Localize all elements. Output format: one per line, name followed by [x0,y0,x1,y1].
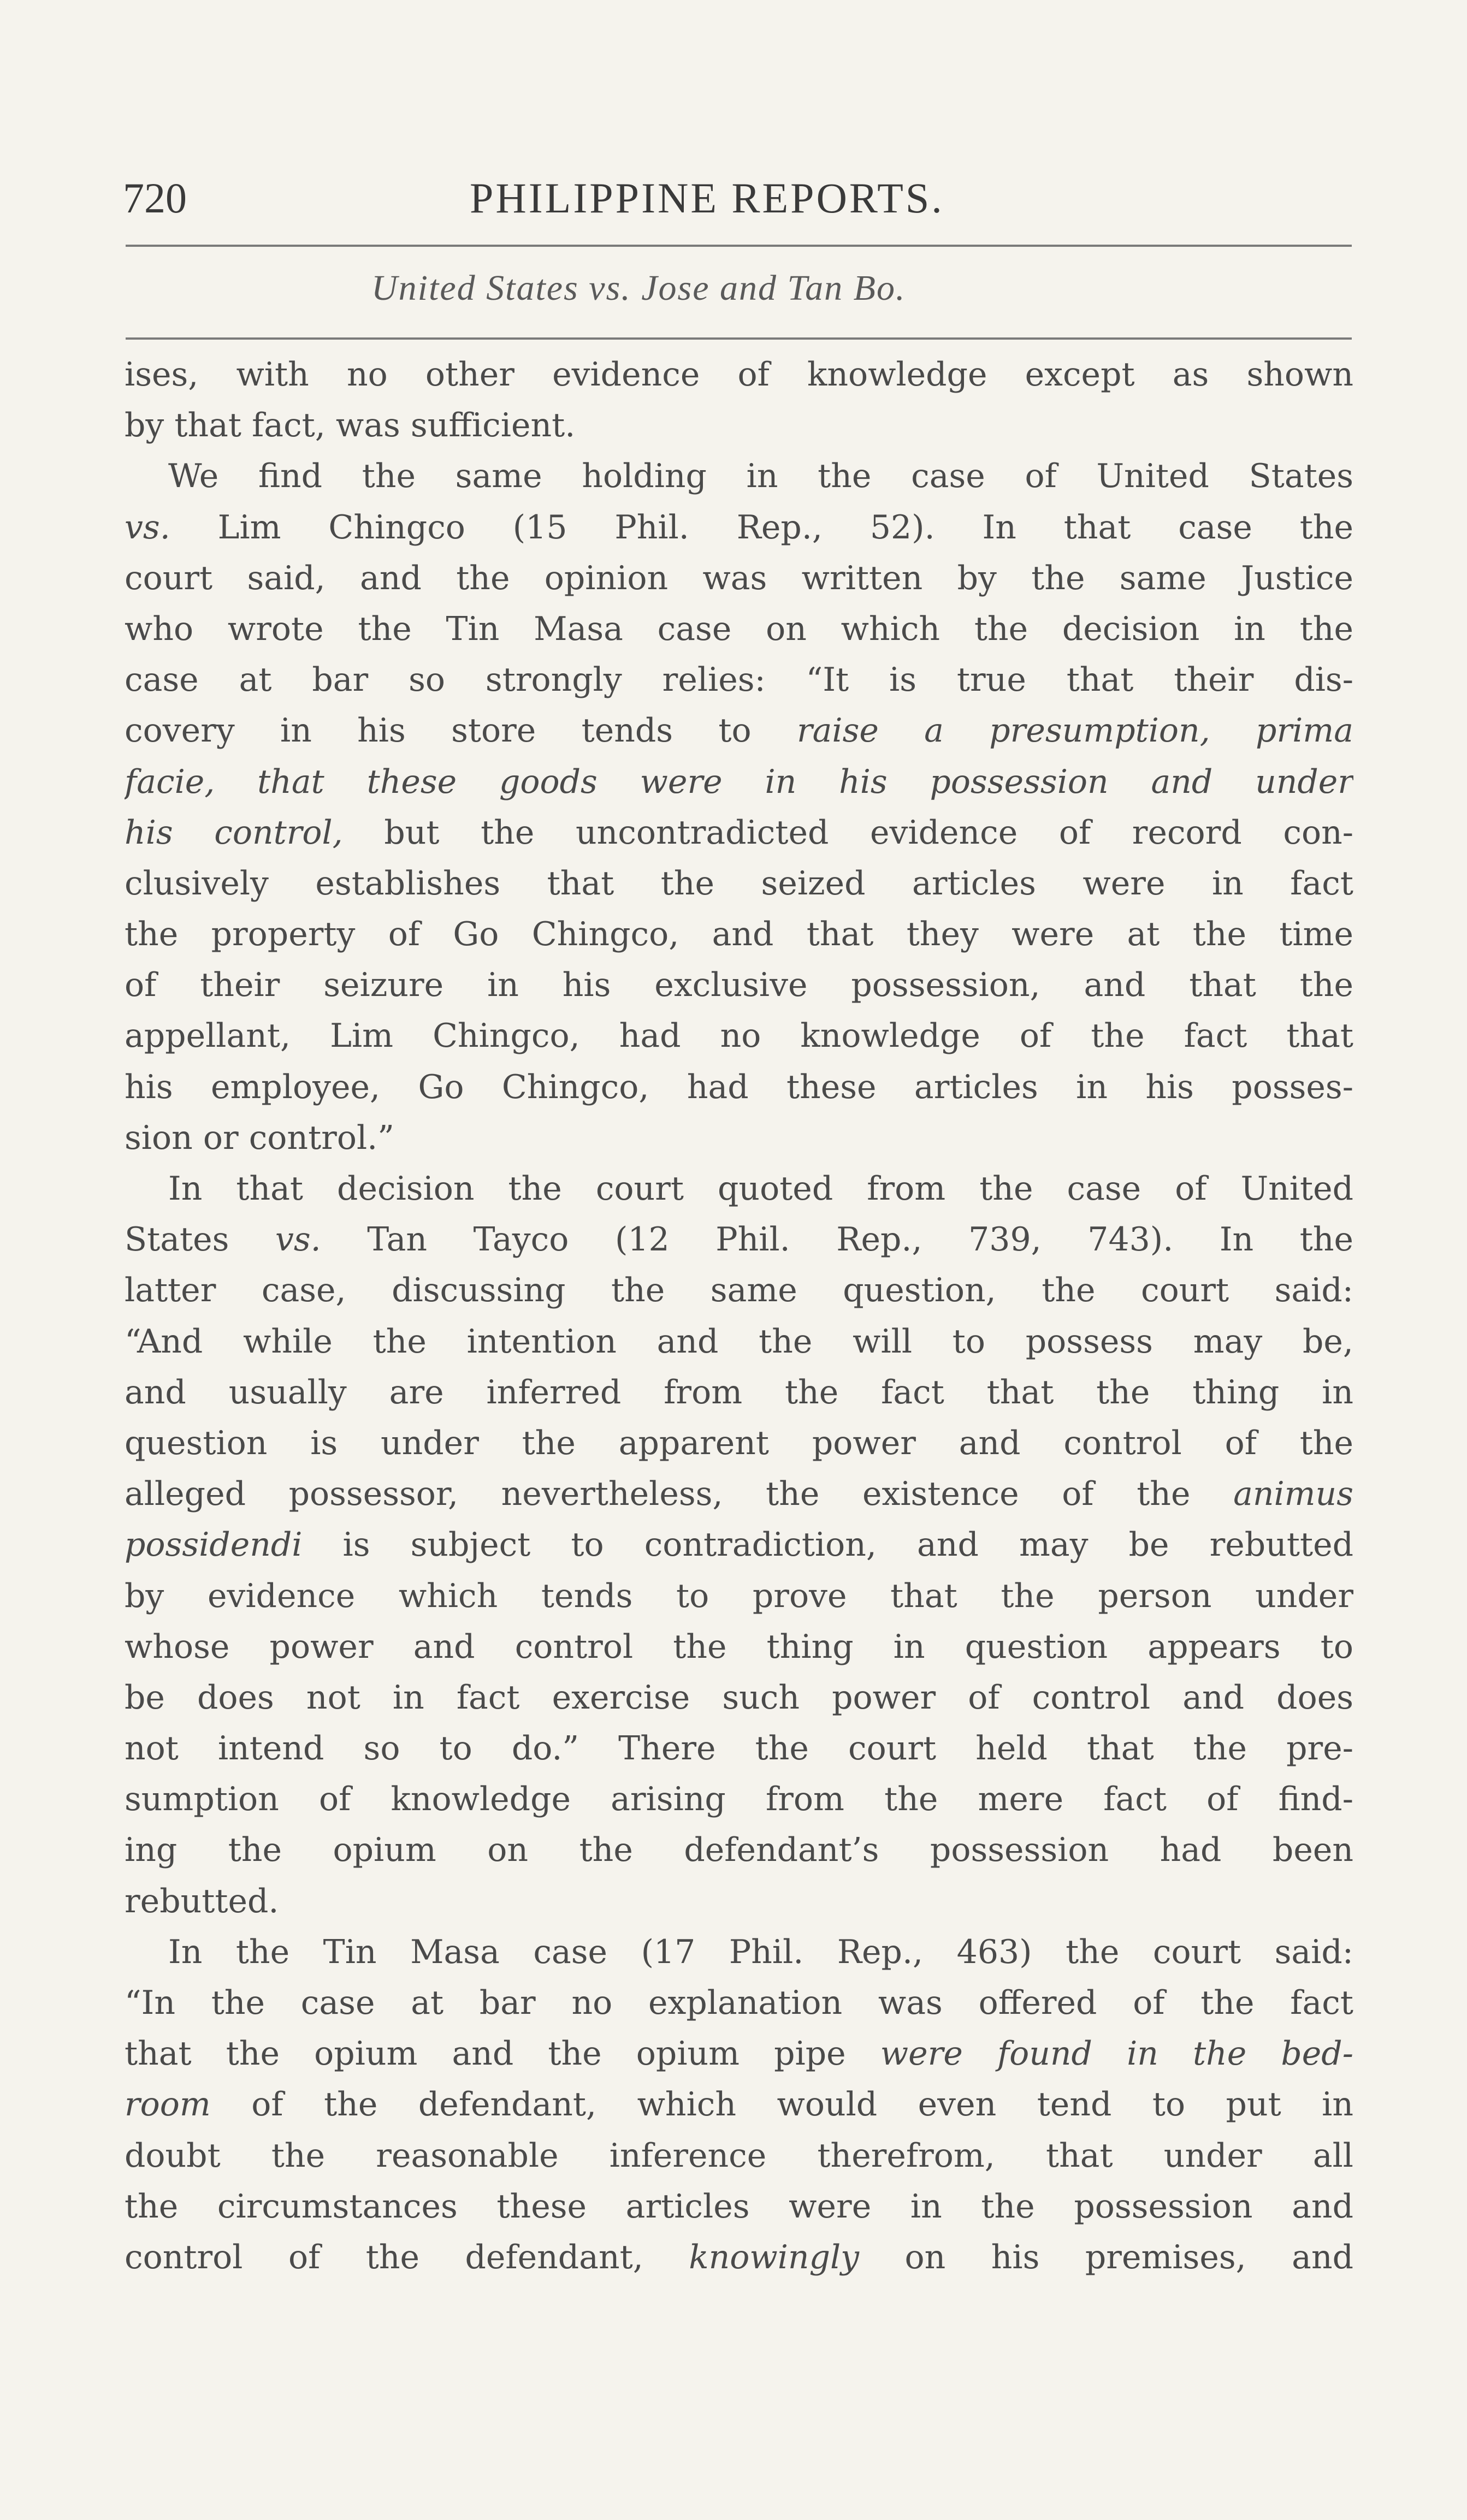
text-line [125,655,1353,705]
text-segment: case at bar so strongly relies: “It is true that their dis- [125,661,1353,699]
text-line [125,1520,1353,1570]
text-segment: latter case, discussing the same question, the court said: [125,1271,1353,1310]
text-line [125,1927,1353,1978]
text-line [125,604,1353,655]
text-segment: alleged possessor, nevertheless, the existence of the [125,1475,1234,1514]
italic-text: were found in the bed- [880,2035,1353,2073]
text-segment: of the defendant, which would even tend to put in [210,2085,1353,2124]
text-line [125,553,1353,604]
text-line [125,400,1353,451]
italic-text: vs. [275,1220,321,1259]
header-rule-top [126,245,1352,247]
text-line [125,757,1353,808]
text-segment: In the Tin Masa case (17 Phil. Rep., 463) the court said: [168,1932,1353,1971]
text-line [125,2232,1353,2283]
text-segment: appellant, Lim Chingco, had no knowledge of the fact that [125,1017,1353,1056]
text-segment: States [125,1220,275,1259]
text-segment: by evidence which tends to prove that the person under [125,1576,1353,1615]
text-segment: the property of Go Chingco, and that they were at the time [125,915,1353,954]
text-segment: whose power and control the thing in question appears to [125,1627,1353,1666]
text-line [125,502,1353,553]
text-line [125,1317,1353,1367]
text-line [125,1367,1353,1418]
running-title: PHILIPPINE REPORTS. [470,174,944,222]
text-line [125,858,1353,909]
text-segment: clusively establishes that the seized articles were in fact [125,864,1353,903]
text-segment: but the uncontradicted evidence of record con- [342,813,1353,852]
italic-text: facie, that these goods were in his possession and under [125,762,1353,801]
text-line [125,808,1353,858]
text-segment: court said, and the opinion was written by the same Justice [125,559,1353,597]
text-line [125,2079,1353,2130]
italic-text: knowingly [689,2238,860,2276]
italic-text: his control, [125,813,343,852]
text-segment: sumption of knowledge arising from the mere fact of find- [125,1780,1353,1819]
header-rule-bottom [126,337,1352,340]
text-line [125,909,1353,960]
page-number: 720 [123,174,187,222]
text-segment: who wrote the Tin Masa case on which the decision in the [125,609,1353,648]
italic-text: room [125,2085,211,2124]
text-line [125,2181,1353,2232]
text-line [125,1113,1353,1164]
text-segment: covery in his store tends to [125,711,797,750]
text-line [125,1571,1353,1622]
text-segment: In that decision the court quoted from the case of United [168,1170,1353,1208]
text-segment: that the opium and the opium pipe [125,2035,880,2073]
text-segment: rebutted. [125,1882,279,1920]
text-line [125,1418,1353,1469]
text-segment: question is under the apparent power and control of the [125,1424,1353,1462]
text-segment: be does not in fact exercise such power of control and does [125,1678,1353,1717]
text-segment: and usually are inferred from the fact that the thing in [125,1373,1353,1412]
text-line [125,1723,1353,1774]
body-text [125,349,1353,2283]
text-line [125,1978,1353,2029]
text-line [125,1062,1353,1113]
text-segment: of their seizure in his exclusive possession, and that the [125,966,1353,1005]
text-segment: the circumstances these articles were in the possession and [125,2187,1353,2226]
text-line [125,1774,1353,1825]
italic-text: vs. [125,508,170,547]
text-line [125,1825,1353,1876]
text-line [125,349,1353,400]
text-segment: by that fact, was sufficient. [125,406,576,445]
text-segment: control of the defendant, [125,2238,689,2276]
text-segment: doubt the reasonable inference therefrom, that under all [125,2136,1353,2175]
text-segment: “In the case at bar no explanation was offered of the fact [125,1984,1353,2022]
text-segment: “And while the intention and the will to possess may be, [125,1322,1353,1361]
text-segment: We find the same holding in the case of United States [168,457,1353,496]
text-line [125,1265,1353,1316]
text-line [125,1214,1353,1265]
text-line [125,705,1353,756]
case-caption: United States vs. Jose and Tan Bo. [371,268,906,308]
text-segment: ing the opium on the defendant’s possession had been [125,1831,1353,1870]
text-segment: is subject to contradiction, and may be rebutted [302,1526,1353,1564]
text-segment: on his premises, and [859,2238,1353,2276]
text-line [125,2029,1353,2079]
text-line [125,2131,1353,2181]
italic-text: animus [1233,1475,1353,1514]
text-segment: ises, with no other evidence of knowledge except as shown [125,355,1353,394]
text-segment: his employee, Go Chingco, had these articles in his posses- [125,1068,1353,1106]
text-segment: Tan Tayco (12 Phil. Rep., 739, 743). In the [321,1220,1353,1259]
italic-text: possidendi [125,1526,303,1564]
text-segment: sion or control.” [125,1118,394,1157]
text-line [125,451,1353,502]
text-line [125,960,1353,1011]
text-line [125,1469,1353,1520]
text-segment: not intend so to do.” There the court held that the pre- [125,1729,1353,1768]
text-line [125,1673,1353,1723]
text-segment: Lim Chingco (15 Phil. Rep., 52). In that case the [170,508,1353,547]
text-line [125,1876,1353,1927]
italic-text: raise a presumption, prima [796,711,1353,750]
text-line [125,1164,1353,1214]
text-line [125,1622,1353,1673]
text-line [125,1011,1353,1062]
